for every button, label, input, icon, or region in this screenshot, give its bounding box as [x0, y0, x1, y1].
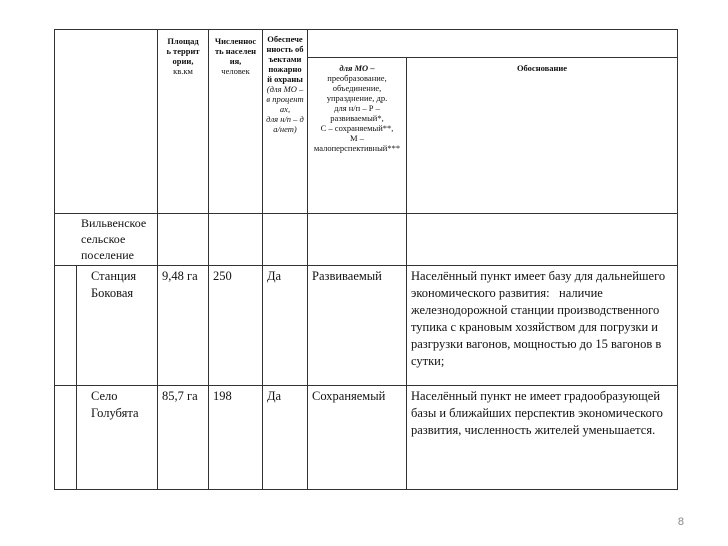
settlement-area [158, 214, 209, 266]
settlement-population [209, 214, 263, 266]
row-population: 198 [209, 386, 263, 490]
table-row [55, 386, 678, 490]
settlement-basis [407, 214, 678, 266]
header-mo-line: для МО – [339, 63, 375, 73]
row-basis: Населённый пункт имеет базу для дальнейшего экономического развития: наличие железнодорожной станции производственного тупика с крановым хозяйством для погрузки и разгрузки вагонов, мощностью до 15 вагонов в сутки; [407, 266, 678, 386]
header-population-title: Численность населения, [214, 36, 257, 66]
settlements-table [54, 29, 678, 490]
header-area [158, 30, 209, 214]
row-basis: Населённый пункт не имеет градообразующей базы и ближайших перспектив экономического развития, численность жителей уменьшается. [407, 386, 678, 490]
row-area: 85,7 га [158, 386, 209, 490]
header-area-unit: кв.км [173, 66, 193, 76]
row-index-cell [55, 386, 77, 490]
header-population [209, 30, 263, 214]
header-top-merged [308, 30, 678, 58]
row-fire: Да [263, 386, 308, 490]
header-fire-note-mo: (для МО – в процентах, [266, 84, 304, 114]
settlement-name: Вильвенское сельское поселение [81, 216, 147, 262]
row-fire: Да [263, 266, 308, 386]
header-fire [263, 30, 308, 214]
settlement-cell [55, 214, 158, 266]
row-status: Развиваемый [308, 266, 407, 386]
header-fire-title: Обеспеченность объектами пожарной охраны [266, 34, 304, 84]
settlement-status [308, 214, 407, 266]
page-number: 8 [677, 516, 684, 528]
header-area-title: Площадь территории, [166, 36, 200, 66]
row-index-cell [55, 266, 77, 386]
row-name: Станция Боковая [77, 266, 158, 386]
header-mo-text: преобразование, объединение, упразднение, др. [326, 73, 388, 103]
header-np-line: для н/п – Р – развиваемый*, [330, 103, 384, 123]
header-fire-note-np: для н/п – да/нет) [266, 114, 304, 134]
header-np-s: С – сохраняемый**, [320, 123, 394, 133]
table-row [55, 266, 678, 386]
header-population-unit: человек [221, 66, 250, 76]
header-empty-cell [55, 30, 158, 214]
settlement-fire [263, 214, 308, 266]
header-status [308, 58, 407, 214]
row-status: Сохраняемый [308, 386, 407, 490]
header-basis: Обоснование [407, 58, 678, 214]
row-population: 250 [209, 266, 263, 386]
row-name: Село Голубята [77, 386, 158, 490]
row-area: 9,48 га [158, 266, 209, 386]
header-np-m: М – малоперспективный*** [313, 133, 401, 153]
